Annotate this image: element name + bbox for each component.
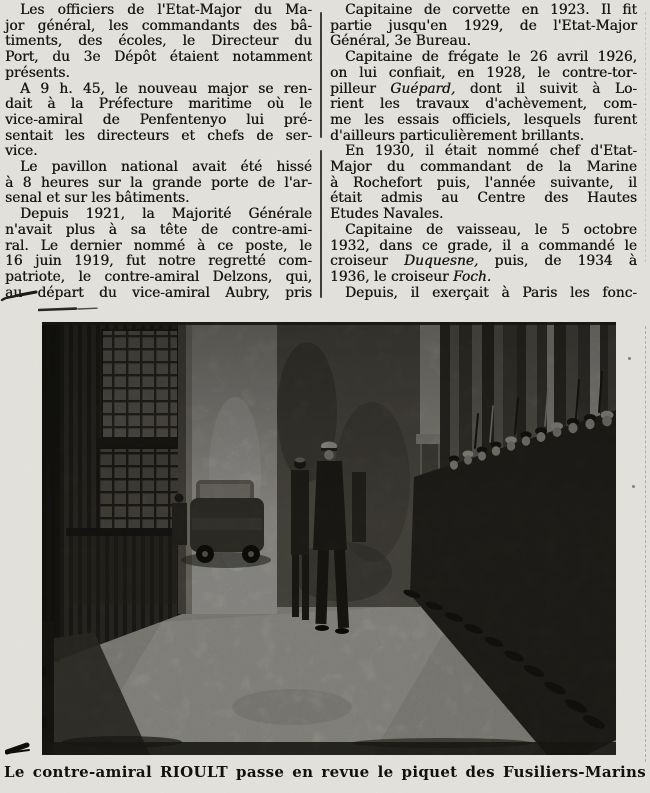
column-divider (320, 150, 322, 298)
article-line: au départ du vice-amiral Aubry, pris (5, 284, 312, 301)
article-line: était admis au Centre des Hautes (330, 190, 637, 207)
article-line: partie jusqu'en 1929, de l'Etat-Major (330, 17, 637, 34)
article-line: à Rochefort puis, l'année suivante, il (330, 174, 637, 191)
article-line: 1936, le croiseur Foch. (330, 268, 492, 285)
article-line: pilleur Guépard, dont il suivit à Lo- (330, 80, 637, 97)
ink-speck (632, 485, 635, 488)
ink-smudge (38, 298, 100, 317)
article-line: Capitaine de frégate le 26 avril 1926, (345, 49, 637, 66)
article-line: ral. Le dernier nommé à ce poste, le (5, 237, 312, 254)
article-line: Les officiers de l'Etat-Major du Ma- (20, 2, 312, 18)
article-line: Etudes Navales. (330, 206, 444, 223)
article-line: Capitaine de corvette en 1923. Il fit (345, 2, 637, 18)
article-line: 16 juin 1919, fut notre regretté com- (5, 253, 312, 270)
article-line: jor général, les commandants des bâ- (5, 17, 312, 34)
article-line: A 9 h. 45, le nouveau major se ren- (20, 80, 312, 97)
photo-caption: Le contre-amiral RIOULT passe en revue le piquet des Fusiliers-Marins (4, 763, 646, 781)
article-line: Port, du 3e Dépôt étaient notamment (5, 49, 312, 66)
article-line: présents. (5, 64, 70, 81)
article-line: senal et sur les bâtiments. (5, 190, 190, 207)
news-photo (42, 322, 616, 755)
article-line: Depuis, il exerçait à Paris les fonc- (345, 284, 637, 301)
article-line: croiseur Duquesne, puis, de 1934 à (330, 253, 638, 270)
article-line: patriote, le contre-amiral Delzons, qui, (5, 268, 312, 285)
article-line: Général, 3e Bureau. (330, 33, 471, 50)
article-line: timents, des écoles, le Directeur du (5, 33, 312, 50)
article-line: dait à la Préfecture maritime où le (5, 96, 312, 113)
article-column-right (330, 3, 637, 301)
photo-grain (42, 322, 616, 755)
ink-mark (0, 288, 40, 308)
article-line: 1932, dans ce grade, il a commandé le (330, 237, 637, 254)
article-line: me les essais officiels, lesquels furent (330, 111, 637, 128)
column-divider (320, 12, 322, 138)
article-line: à 8 heures sur la grande porte de l'ar- (5, 174, 312, 191)
ink-speck (628, 357, 631, 360)
article-line: n'avait plus à sa tête de contre-ami- (5, 221, 312, 238)
article-line: Capitaine de vaisseau, le 5 octobre (345, 221, 637, 238)
article-line: sentait les directeurs et chefs de ser- (5, 127, 312, 144)
article-line: Major du commandant de la Marine (330, 159, 637, 176)
article-line: vice. (5, 143, 38, 160)
article-line: d'ailleurs particulièrement brillants. (330, 127, 585, 144)
article-line: Depuis 1921, la Majorité Générale (20, 206, 312, 223)
article-line: rient les travaux d'achèvement, com- (330, 96, 637, 113)
article-column-left (5, 3, 312, 301)
article-line: En 1930, il était nommé chef d'Etat- (345, 143, 637, 160)
ink-mark-bottom (5, 740, 33, 760)
article-line: vice-amiral de Penfentenyo lui pré- (5, 111, 312, 128)
page-edge-line (645, 12, 646, 262)
page-edge-line (645, 326, 646, 762)
article-line: Le pavillon national avait été hissé (20, 159, 312, 176)
article-line: on lui confiait, en 1928, le contre-tor- (330, 64, 637, 81)
